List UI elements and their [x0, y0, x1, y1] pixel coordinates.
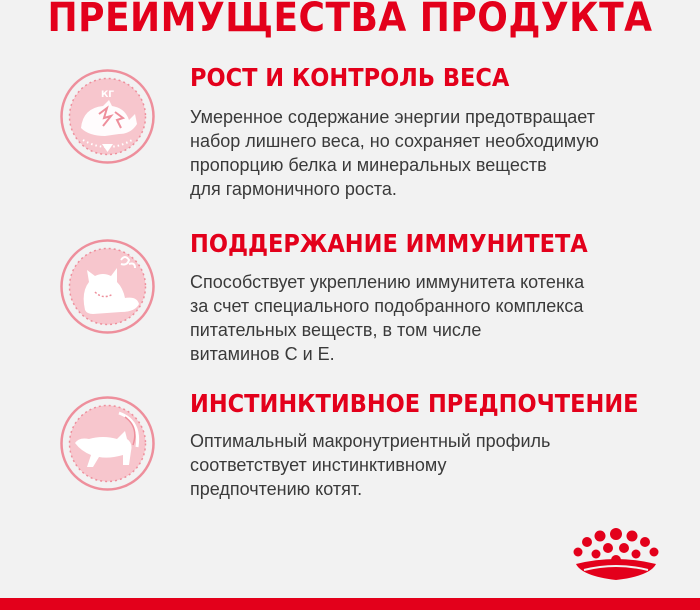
weight-unit-label: КГ [100, 90, 115, 100]
feature-text-line: витаминов С и Е. [190, 344, 335, 364]
instinct-cat-icon [59, 395, 156, 492]
royal-canin-crown-logo [570, 526, 662, 584]
feature-text-line: питательных веществ, в том числе [190, 320, 482, 340]
feature-text-line: для гармоничного роста. [190, 179, 397, 199]
feature-description [190, 105, 650, 201]
feature-text-line: Оптимальный макронутриентный профиль [190, 431, 551, 451]
feature-text-line: предпочтению котят. [190, 479, 363, 499]
feature-description [190, 270, 650, 366]
feature-text-line: Способствует укреплению иммунитета котенка [190, 272, 585, 292]
feature-text-line: набор лишнего веса, но сохраняет необходимую [190, 131, 599, 151]
immunity-kitten-icon [59, 238, 156, 335]
feature-text-line: пропорцию белка и минеральных веществ [190, 155, 547, 175]
feature-title: РОСТ И КОНТРОЛЬ ВЕСА [190, 63, 510, 92]
weight-cat-icon [59, 68, 156, 165]
bottom-accent-bar [0, 598, 700, 610]
feature-text-line: соответствует инстинктивному [190, 455, 447, 475]
page-title: ПРЕИМУЩЕСТВА ПРОДУКТА [47, 0, 653, 41]
feature-text-line: за счет специального подобранного комплекса [190, 296, 584, 316]
feature-title: ИНСТИНКТИВНОЕ ПРЕДПОЧТЕНИЕ [190, 389, 639, 418]
feature-text-line: Умеренное содержание энергии предотвращает [190, 107, 595, 127]
feature-description [190, 429, 650, 501]
feature-title: ПОДДЕРЖАНИЕ ИММУНИТЕТА [190, 229, 588, 258]
